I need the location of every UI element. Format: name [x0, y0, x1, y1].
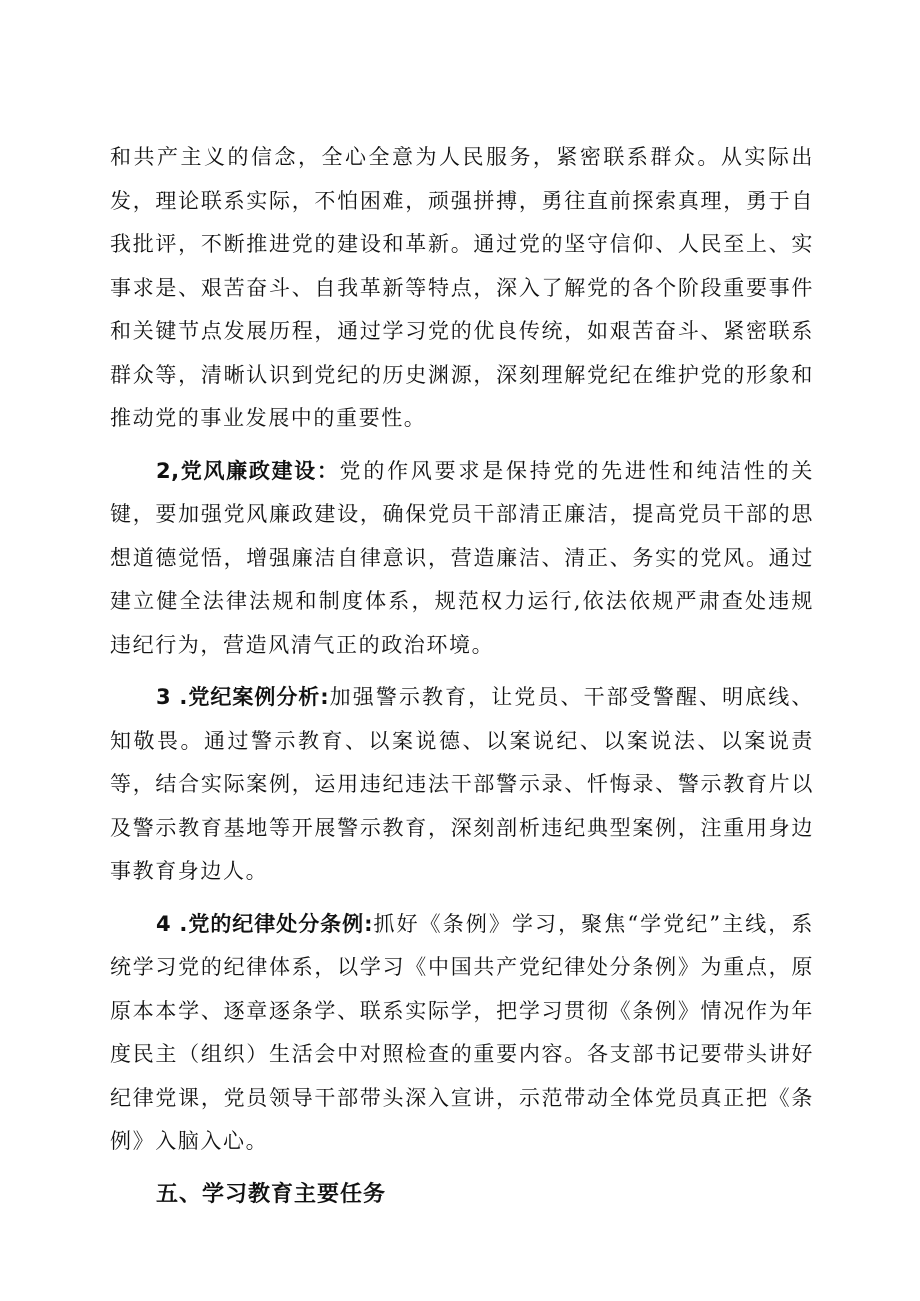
document-page: [110, 136, 814, 1217]
paragraph-text: 加强警示教育，让党员、干部受警醒、明底线、知敬畏。通过警示教育、以案说德、以案说纪、以案说法、以案说责等，结合实际案例，运用违纪违法干部警示录、忏悔录、警示教育片以及警示教育基地等开展警示教育，深刻剖析违纪典型案例，注重用身边事教育身边人。: [110, 685, 814, 883]
paragraph-continuation: [110, 136, 814, 441]
paragraph-case-analysis: [110, 676, 814, 894]
paragraph-lead-heading: 4 .党的纪律处分条例:: [156, 911, 374, 936]
paragraph-discipline-regulations: [110, 903, 814, 1164]
paragraph-lead-heading: 3 .党纪案例分析:: [156, 685, 330, 709]
paragraph-text: 党的作风要求是保持党的先进性和纯洁性的关键，要加强党风廉政建设，确保党员干部清正廉洁，提高党员干部的思想道德觉悟，增强廉洁自律意识，营造廉洁、清正、务实的党风。通过建立健全法律法规和制度体系，规范权力运行,依法依规严肃查处违规违纪行为，营造风清气正的政治环境。: [110, 458, 814, 657]
paragraph-lead-heading: 2,党风廉政建设：: [156, 458, 340, 483]
paragraph-party-conduct: [110, 450, 814, 668]
paragraph-text: 和共产主义的信念，全心全意为人民服务，紧密联系群众。从实际出发，理论联系实际，不怕困难，顽强拼搏，勇往直前探索真理，勇于自我批评，不断推进党的建设和革新。通过党的坚守信仰、人民至上、实事求是、艰苦奋斗、自我革新等特点，深入了解党的各个阶段重要事件和关键节点发展历程，通过学习党的优良传统，如艰苦奋斗、紧密联系群众等，清晰认识到党纪的历史渊源，深刻理解党纪在维护党的形象和推动党的事业发展中的重要性。: [110, 145, 814, 430]
paragraph-text: 抓好《条例》学习，聚焦“学党纪”主线，系统学习党的纪律体系，以学习《中国共产党纪律处分条例》为重点，原原本本学、逐章逐条学、联系实际学，把学习贯彻《条例》情况作为年度民主（组织）生活会中对照检查的重要内容。各支部书记要带头讲好纪律党课，党员领导干部带头深入宣讲，示范带动全体党员真正把《条例》入脑入心。: [110, 911, 814, 1153]
section-heading: 五、学习教育主要任务: [156, 1181, 387, 1207]
